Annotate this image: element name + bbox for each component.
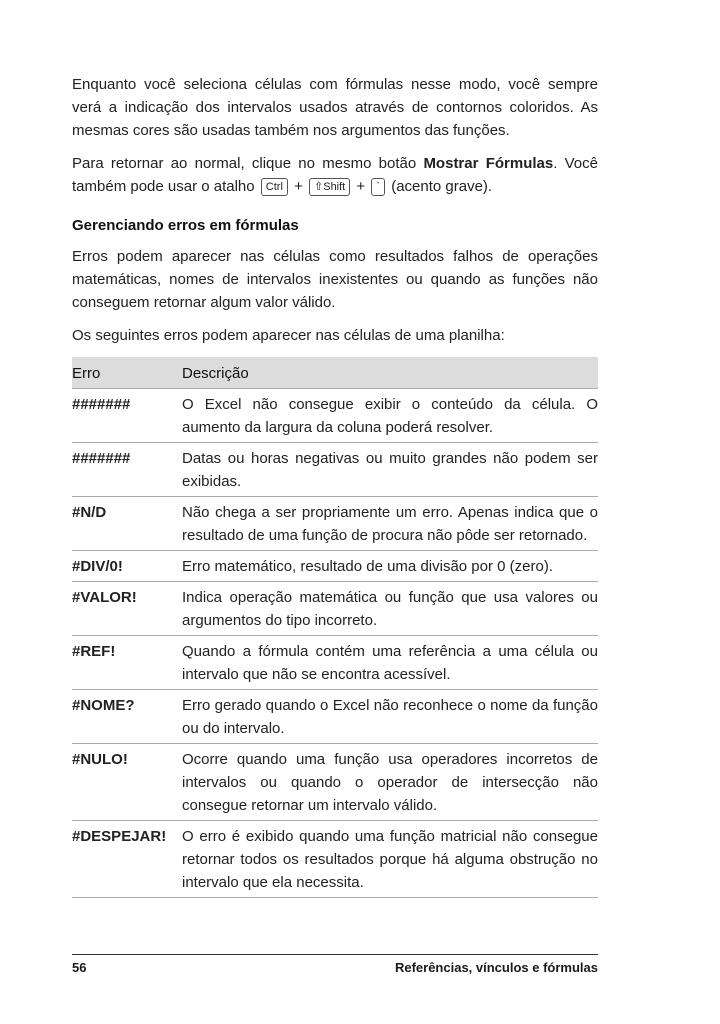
- error-code: #VALOR!: [72, 582, 182, 636]
- error-description: Erro matemático, resultado de uma divisão por 0 (zero).: [182, 551, 598, 582]
- page-content: [72, 73, 598, 898]
- table-row: [72, 389, 598, 443]
- plus-sign: +: [356, 178, 366, 195]
- error-description: Datas ou horas negativas ou muito grandes não podem ser exibidas.: [182, 443, 598, 497]
- text: . Você também pode usar o atalho: [72, 155, 598, 195]
- paragraph-return-normal: [72, 152, 598, 198]
- error-description: O Excel não consegue exibir o conteúdo da célula. O aumento da largura da coluna poderá resolver.: [182, 389, 598, 443]
- plus-sign: +: [294, 178, 303, 195]
- error-code: #DESPEJAR!: [72, 821, 182, 898]
- page-number: 56: [72, 960, 87, 975]
- error-code: #######: [72, 389, 182, 443]
- error-description: Indica operação matemática ou função que usa valores ou argumentos do tipo incorreto.: [182, 582, 598, 636]
- error-code: #DIV/0!: [72, 551, 182, 582]
- errors-table: [72, 357, 598, 898]
- error-code: #REF!: [72, 636, 182, 690]
- footer-divider: [72, 954, 598, 955]
- paragraph-errors-list-intro: Os seguintes erros podem aparecer nas células de uma planilha:: [72, 327, 505, 344]
- paragraph-errors-intro: Erros podem aparecer nas células como resultados falhos de operações matemáticas, nomes de intervalos inexistentes ou quando as funções não conseguem retornar algum valor válido.: [72, 248, 598, 311]
- header-descricao: Descrição: [182, 357, 598, 389]
- error-description: Ocorre quando uma função usa operadores incorretos de intervalos ou quando o operador de intersecção não consegue retornar um intervalo válido.: [182, 744, 598, 821]
- paragraph-formula-colors: Enquanto você seleciona células com fórmulas nesse modo, você sempre verá a indicação dos intervalos usados através de contornos coloridos. As mesmas cores são usadas também nos argumentos das funções.: [72, 76, 598, 139]
- error-description: Erro gerado quando o Excel não reconhece o nome da função ou do intervalo.: [182, 690, 598, 744]
- table-row: [72, 497, 598, 551]
- error-code: #NULO!: [72, 744, 182, 821]
- table-row: [72, 636, 598, 690]
- text: (acento grave).: [391, 178, 493, 195]
- grave-accent-key: `: [371, 178, 385, 196]
- ctrl-key: Ctrl: [261, 178, 288, 196]
- text: Para retornar ao normal, clique no mesmo botão: [72, 155, 424, 172]
- table-row: [72, 582, 598, 636]
- table-row: [72, 744, 598, 821]
- error-description: Não chega a ser propriamente um erro. Apenas indica que o resultado de uma função de procura não pôde ser retornado.: [182, 497, 598, 551]
- mostrar-formulas-label: Mostrar Fórmulas: [423, 155, 554, 172]
- table-row: [72, 690, 598, 744]
- error-code: #NOME?: [72, 690, 182, 744]
- table-header-row: [72, 357, 598, 389]
- chapter-title: Referências, vínculos e fórmulas: [394, 960, 598, 975]
- table-row: [72, 551, 598, 582]
- error-code: #N/D: [72, 497, 182, 551]
- table-row: [72, 443, 598, 497]
- shift-key: ⇧Shift: [309, 178, 350, 196]
- section-heading: Gerenciando erros em fórmulas: [72, 217, 299, 234]
- error-code: #######: [72, 443, 182, 497]
- header-erro: Erro: [72, 357, 182, 389]
- error-description: O erro é exibido quando uma função matricial não consegue retornar todos os resultados porque há alguma obstrução no intervalo que ela necessita.: [182, 821, 598, 898]
- error-description: Quando a fórmula contém uma referência a uma célula ou intervalo que não se encontra acessível.: [182, 636, 598, 690]
- table-row: [72, 821, 598, 898]
